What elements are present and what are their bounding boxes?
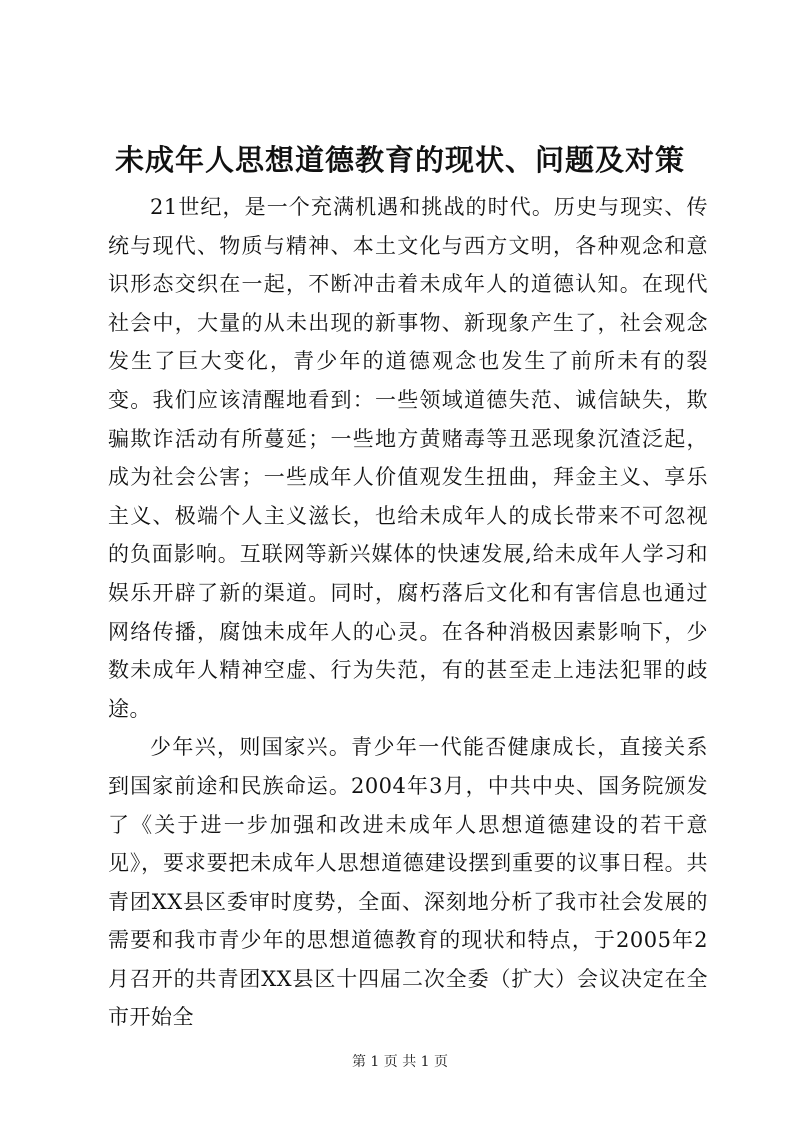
document-title: 未成年人思想道德教育的现状、问题及对策	[114, 143, 685, 177]
paragraph-2: 少年兴，则国家兴。青少年一代能否健康成长，直接关系到国家前途和民族命运。2004年3月，中共中央、国务院颁发了《关于进一步加强和改进未成年人思想道德建设的若干意见》，要求要把未成年人思想道德建设摆到重要的议事日程。共青团XX县区委审时度势，全面、深刻地分析了我市社会发展的需要和我市青少年的思想道德教育的现状和特点，于2005年2月召开的共青团XX县区十四届二次全委（扩大）会议决定在全市开始全	[108, 735, 708, 1030]
paragraph-1: 21世纪，是一个充满机遇和挑战的时代。历史与现实、传统与现代、物质与精神、本土文化与西方文明，各种观念和意识形态交织在一起，不断冲击着未成年人的道德认知。在现代社会中，大量的从未出现的新事物、新现象产生了，社会观念发生了巨大变化，青少年的道德观念也发生了前所未有的裂变。我们应该清醒地看到：一些领域道德失范、诚信缺失，欺骗欺诈活动有所蔓延；一些地方黄赌毒等丑恶现象沉渣泛起，成为社会公害；一些成年人价值观发生扭曲，拜金主义、享乐主义、极端个人主义滋长，也给未成年人的成长带来不可忽视的负面影响。互联网等新兴媒体的快速发展,给未成年人学习和娱乐开辟了新的渠道。同时，腐朽落后文化和有害信息也通过网络传播，腐蚀未成年人的心灵。在各种消极因素影响下，少数未成年人精神空虚、行为失范，有的甚至走上违法犯罪的歧途。	[108, 195, 708, 721]
page-number-footer: 第 1 页 共 1 页	[351, 1054, 449, 1070]
document-body	[108, 188, 708, 1037]
